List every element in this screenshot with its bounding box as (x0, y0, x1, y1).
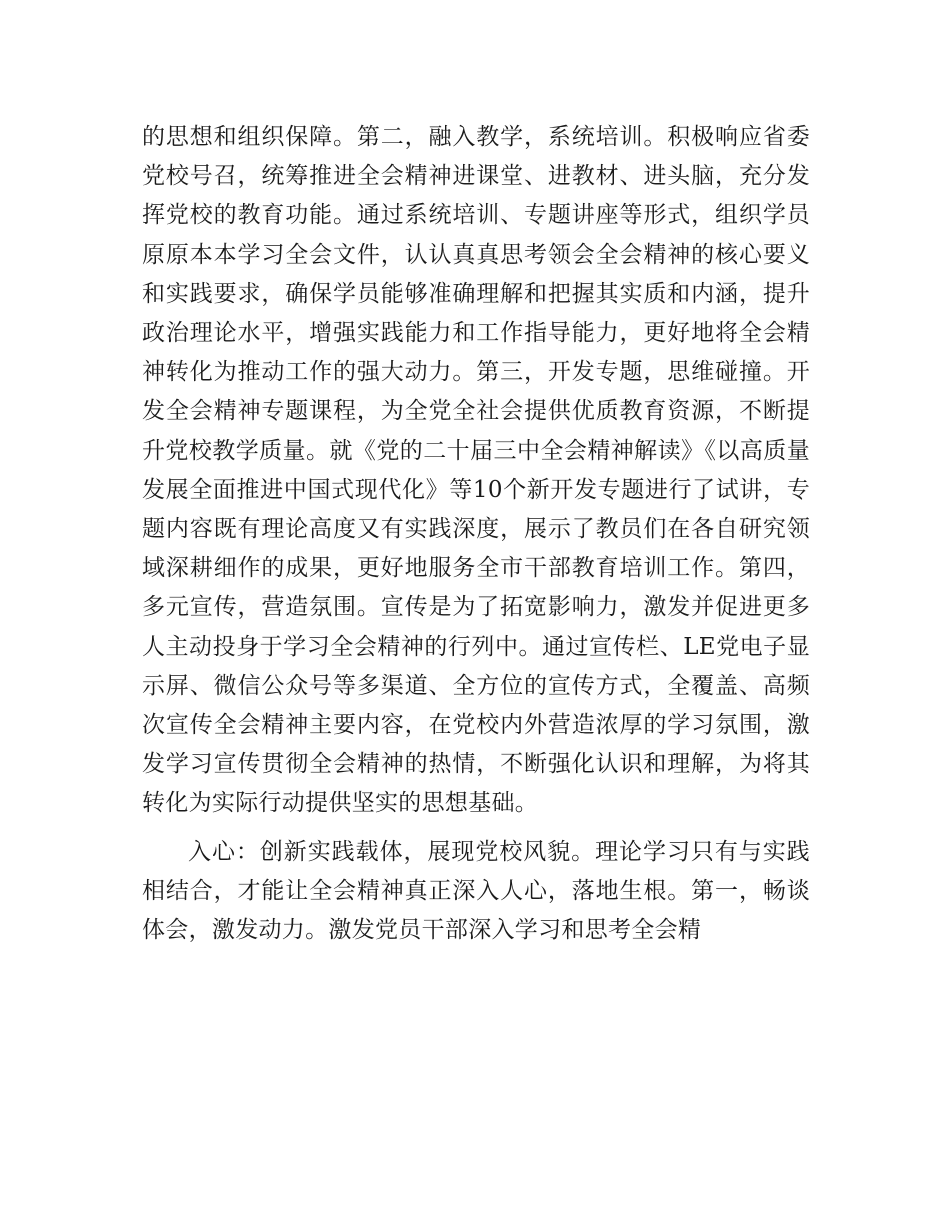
document-body (142, 118, 810, 950)
paragraph-continuation: 的思想和组织保障。第二，融入教学，系统培训。积极响应省委党校号召，统筹推进全会精神进课堂、进教材、进头脑，充分发挥党校的教育功能。通过系统培训、专题讲座等形式，组织学员原原本本学习全会文件，认认真真思考领会全会精神的核心要义和实践要求，确保学员能够准确理解和把握其实质和内涵，提升政治理论水平，增强实践能力和工作指导能力，更好地将全会精神转化为推动工作的强大动力。第三，开发专题，思维碰撞。开发全会精神专题课程，为全党全社会提供优质教育资源，不断提升党校教学质量。就《党的二十届三中全会精神解读》《以高质量发展全面推进中国式现代化》等10个新开发专题进行了试讲，专题内容既有理论高度又有实践深度，展示了教员们在各自研究领域深耕细作的成果，更好地服务全市干部教育培训工作。第四，多元宣传，营造氛围。宣传是为了拓宽影响力，激发并促进更多人主动投身于学习全会精神的行列中。通过宣传栏、LE党电子显示屏、微信公众号等多渠道、全方位的宣传方式，全覆盖、高频次宣传全会精神主要内容，在党校内外营造浓厚的学习氛围，激发学习宣传贯彻全会精神的热情，不断强化认识和理解，为将其转化为实际行动提供坚实的思想基础。 (142, 124, 810, 817)
paragraph-ruxin: 入心：创新实践载体，展现党校风貌。理论学习只有与实践相结合，才能让全会精神真正深入人心，落地生根。第一，畅谈体会，激发动力。激发党员干部深入学习和思考全会精 (142, 838, 810, 944)
